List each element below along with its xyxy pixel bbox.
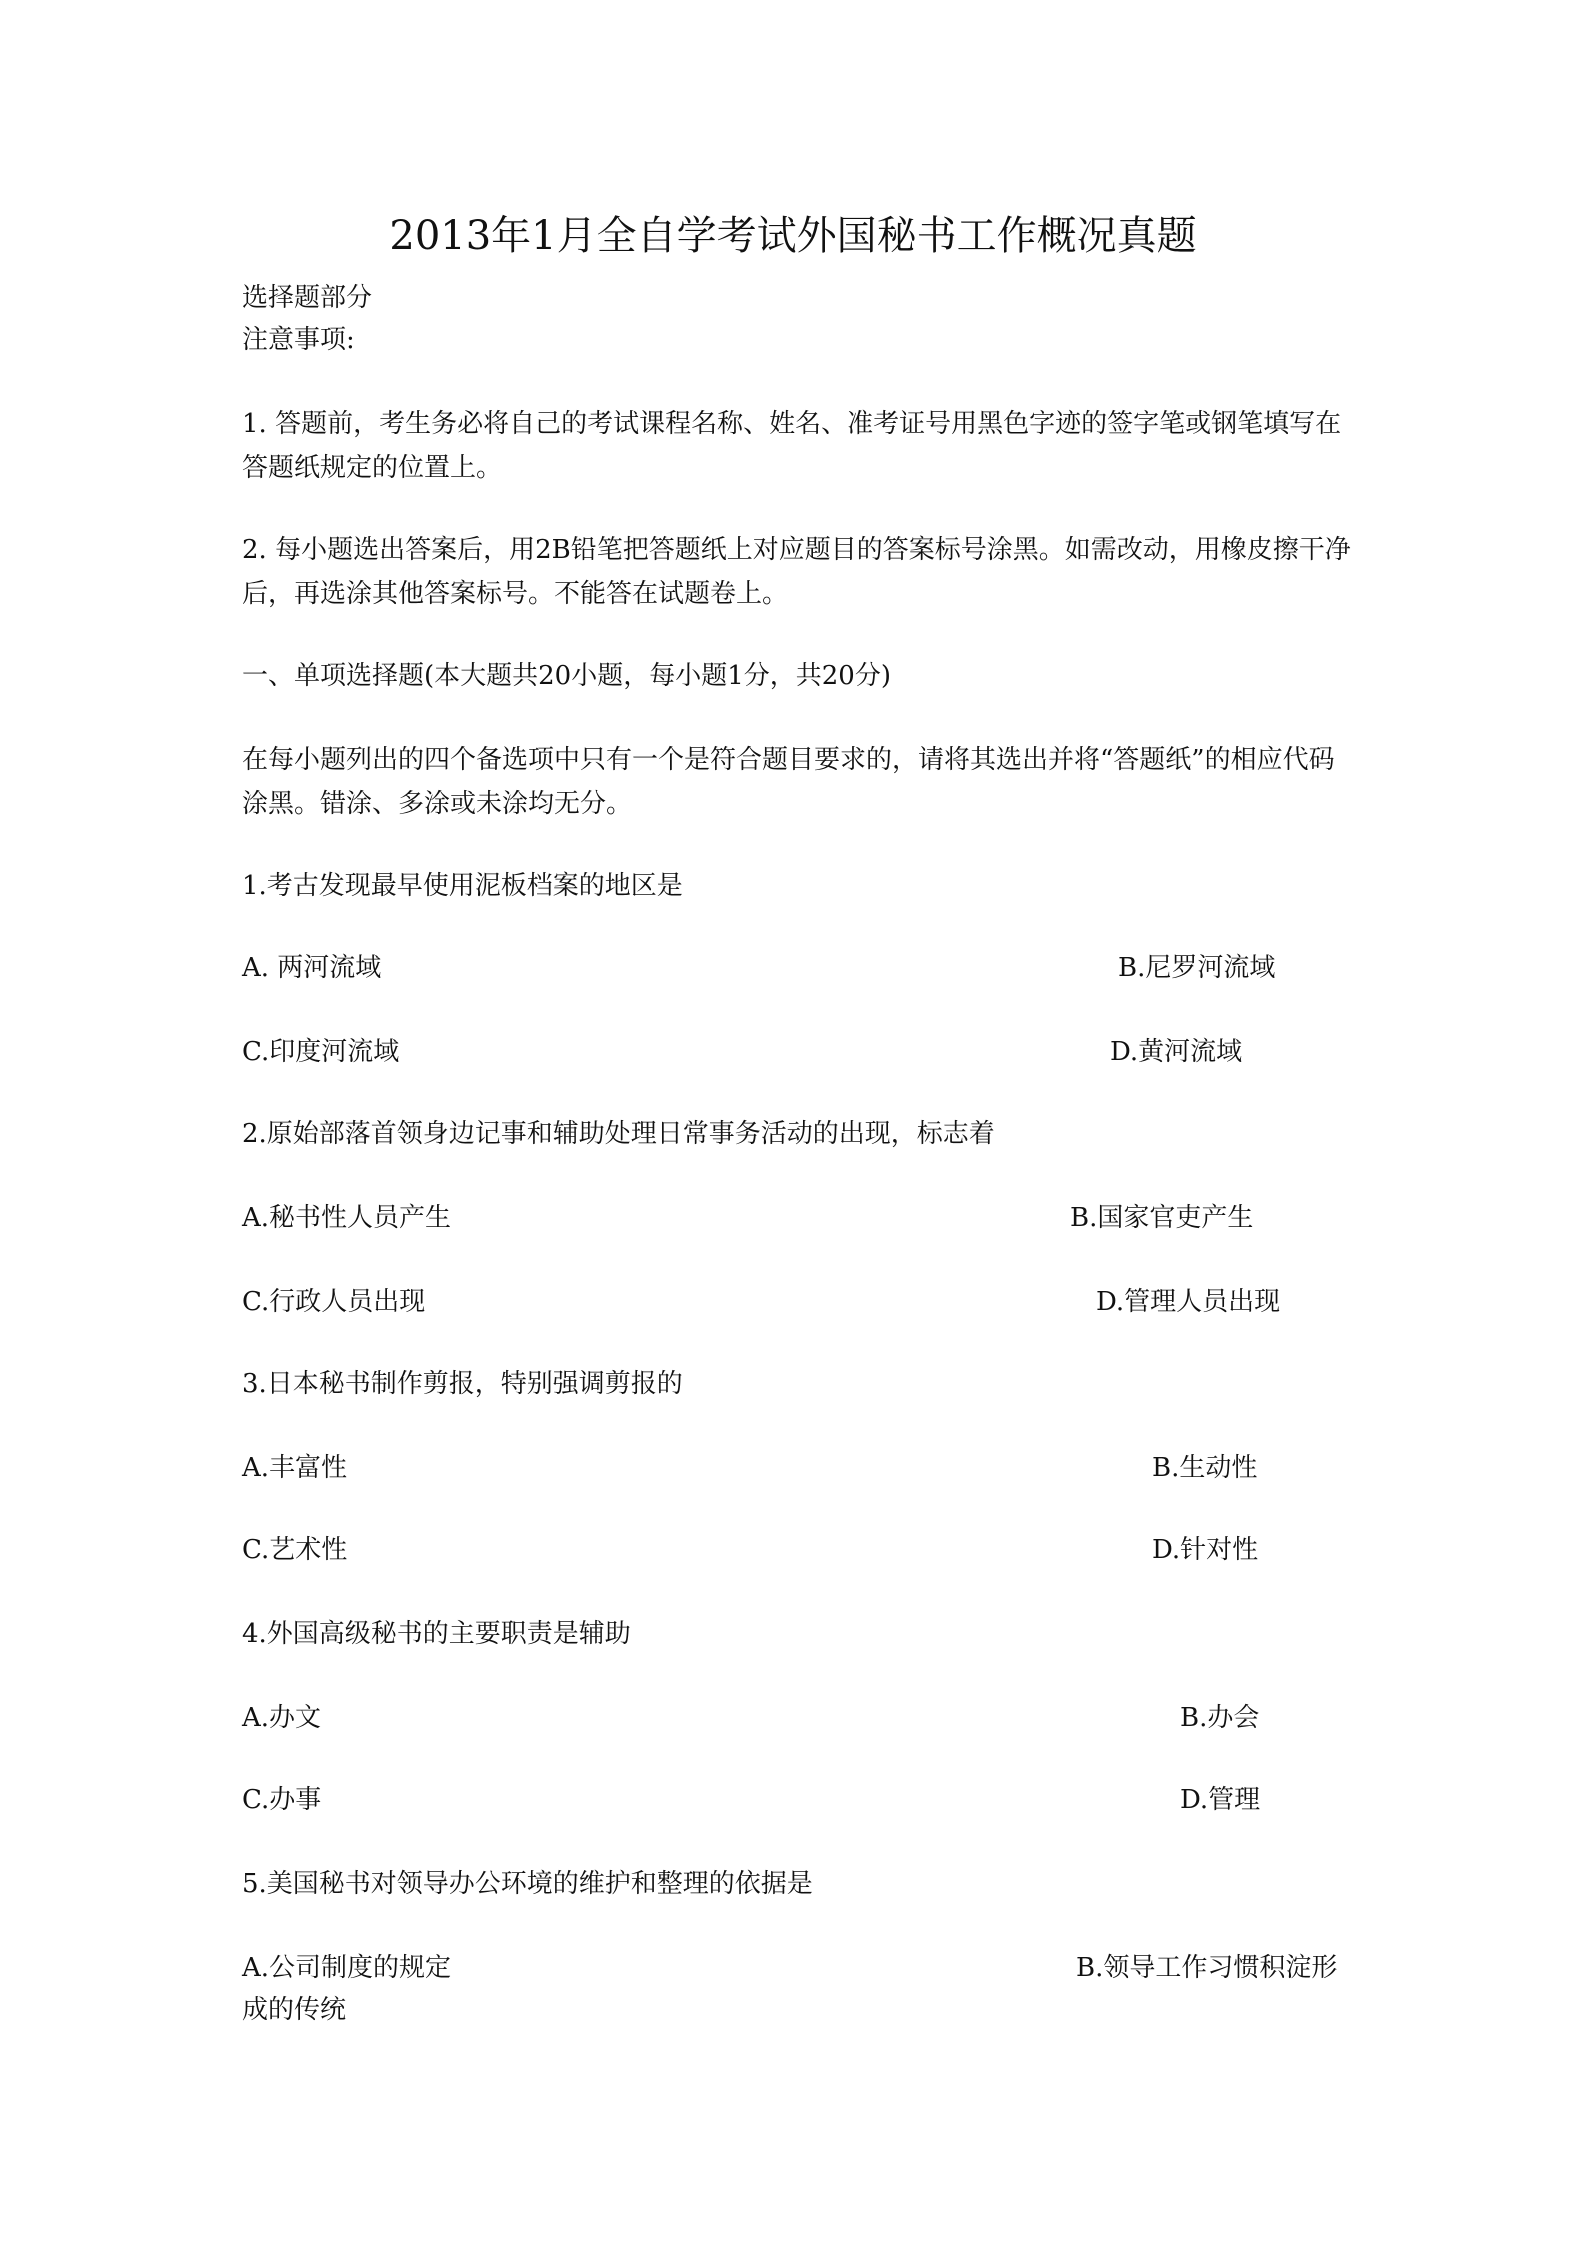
question-4-option-b: B.办会 xyxy=(1180,1703,1260,1733)
question-stem-3: 3.日本秘书制作剪报，特别强调剪报的 xyxy=(242,1369,683,1399)
question-1-option-a: A. 两河流域 xyxy=(242,953,382,983)
notice-label: 注意事项: xyxy=(242,325,355,355)
question-1-option-c: C.印度河流域 xyxy=(242,1037,400,1067)
question-1-option-d: D.黄河流域 xyxy=(1110,1037,1243,1067)
question-3-option-d: D.针对性 xyxy=(1152,1535,1259,1565)
question-4-option-d: D.管理 xyxy=(1180,1785,1261,1815)
question-2-option-a: A.秘书性人员产生 xyxy=(242,1203,452,1233)
question-1-option-b: B.尼罗河流域 xyxy=(1118,953,1276,983)
question-5-option-b-continued: 成的传统 xyxy=(242,1995,347,2025)
question-stem-4: 4.外国高级秘书的主要职责是辅助 xyxy=(242,1619,631,1649)
question-2-option-b: B.国家官吏产生 xyxy=(1070,1203,1254,1233)
question-4-option-a: A.办文 xyxy=(242,1703,322,1733)
question-stem-5: 5.美国秘书对领导办公环境的维护和整理的依据是 xyxy=(242,1869,813,1899)
document-title: 2013年1月全自学考试外国秘书工作概况真题 xyxy=(389,213,1197,259)
section-label: 选择题部分 xyxy=(242,283,373,313)
question-5-option-b: B.领导工作习惯积淀形 xyxy=(1076,1953,1338,1983)
question-4-option-c: C.办事 xyxy=(242,1785,322,1815)
part-heading: 一、单项选择题(本大题共20小题，每小题1分，共20分) xyxy=(242,661,891,691)
question-3-option-a: A.丰富性 xyxy=(242,1453,348,1483)
question-2-option-c: C.行政人员出现 xyxy=(242,1287,426,1317)
instruction-text: 在每小题列出的四个备选项中只有一个是符合题目要求的，请将其选出并将“答题纸”的相应代码涂黑。错涂、多涂或未涂均无分。 xyxy=(242,745,1335,819)
question-2-option-d: D.管理人员出现 xyxy=(1096,1287,1281,1317)
notice-item-2: 2. 每小题选出答案后，用2B铅笔把答题纸上对应题目的答案标号涂黑。如需改动，用橡皮擦干净后，再选涂其他答案标号。不能答在试题卷上。 xyxy=(242,535,1351,609)
question-stem-2: 2.原始部落首领身边记事和辅助处理日常事务活动的出现，标志着 xyxy=(242,1119,995,1149)
question-stem-1: 1.考古发现最早使用泥板档案的地区是 xyxy=(242,871,683,901)
question-5-option-a: A.公司制度的规定 xyxy=(242,1953,452,1983)
question-3-option-c: C.艺术性 xyxy=(242,1535,348,1565)
notice-item-1: 1. 答题前，考生务必将自己的考试课程名称、姓名、准考证号用黑色字迹的签字笔或钢笔填写在答题纸规定的位置上。 xyxy=(242,409,1342,483)
question-3-option-b: B.生动性 xyxy=(1152,1453,1258,1483)
